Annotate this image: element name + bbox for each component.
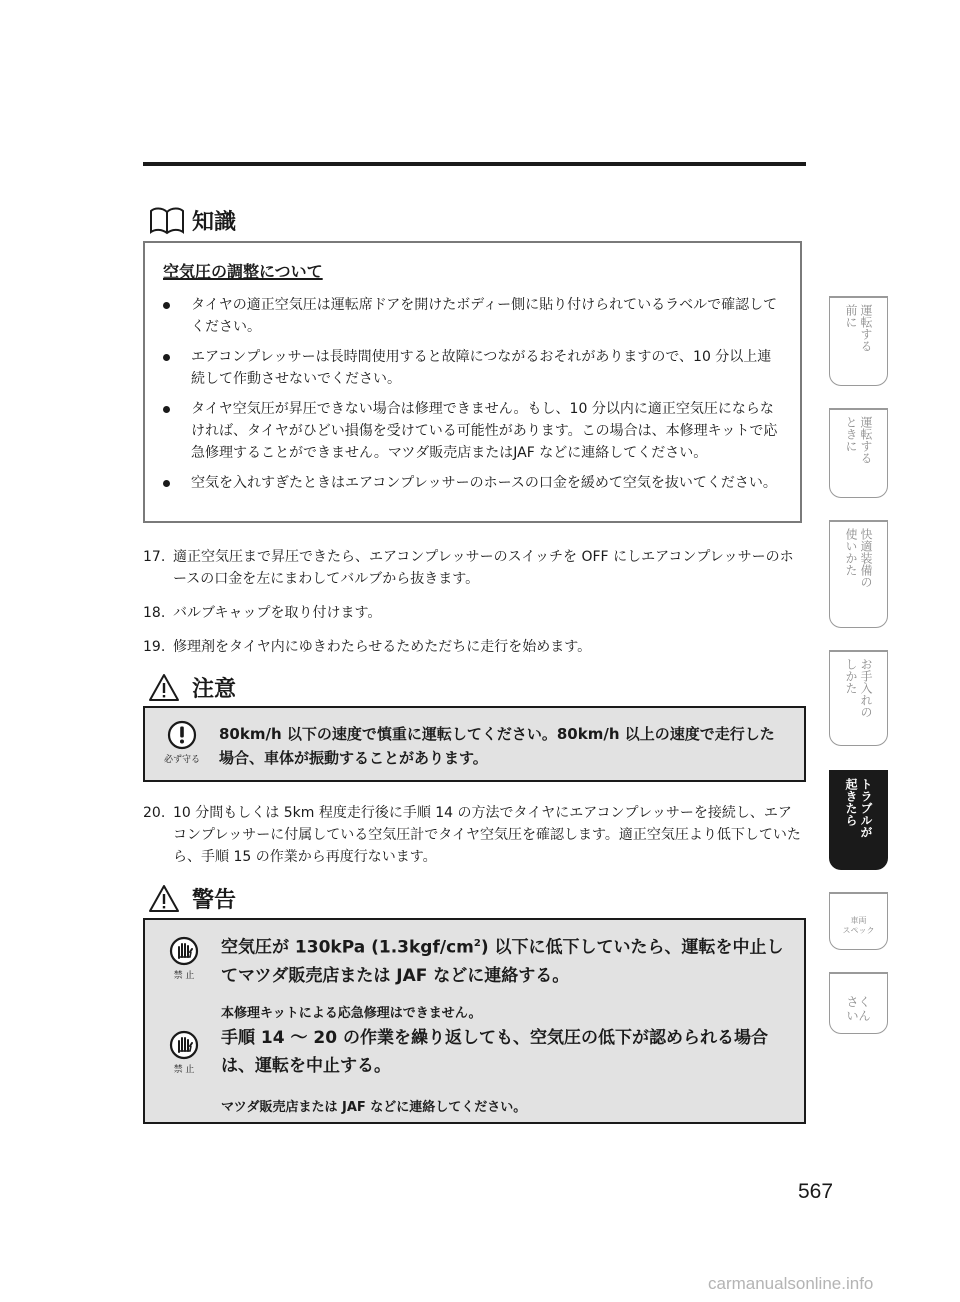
knowledge-bullet: タイヤの適正空気圧は運転席ドアを開けたボディー側に貼り付けられているラベルで確認してください。 [163, 294, 782, 338]
tab-maintenance[interactable]: お手入れの しかた [829, 650, 888, 746]
warning-triangle-icon [148, 884, 186, 914]
tab-before-driving[interactable]: 運転する 前に [829, 296, 888, 386]
caution-box [143, 706, 806, 782]
bullet-dot [163, 354, 170, 361]
page-number: 567 [798, 1180, 834, 1203]
bullet-dot [163, 406, 170, 413]
caution-heading [148, 672, 236, 703]
knowledge-bullet: エアコンプレッサーは長時間使用すると故障につながるおそれがありますので、10 分以上連続して作動させないでください。 [163, 346, 782, 390]
step-item [143, 636, 803, 658]
tab-index[interactable]: さく いん [829, 972, 888, 1034]
tab-trouble[interactable]: トラブルが 起きたら [829, 770, 888, 870]
step-text: 適正空気圧まで昇圧できたら、エアコンプレッサーのスイッチを OFF にしエアコンプレッサーのホースの口金を左にまわしてバルブから抜きます。 [173, 549, 794, 587]
knowledge-bullet: タイヤ空気圧が昇圧できない場合は修理できません。もし、10 分以内に適正空気圧にならなければ、タイヤがひどい損傷を受けている可能性があります。この場合は、本修理キットで応急修理することができません。マツダ販売店またはJAF などに連絡してください。 [163, 398, 782, 464]
knowledge-title: 空気圧の調整について [163, 262, 323, 281]
warning-sub-text: 本修理キットによる応急修理はできません。 [221, 1006, 482, 1021]
tab-comfort-equipment[interactable]: 快適装備の 使いかた [829, 520, 888, 628]
prohibited-label: 禁 止 [173, 971, 195, 981]
bullet-dot [163, 302, 170, 309]
warning-heading [148, 883, 236, 914]
knowledge-box [143, 241, 802, 523]
step-number: 17. [143, 549, 166, 565]
knowledge-bullet: 空気を入れすぎたときはエアコンプレッサーのホースの口金を緩めて空気を抜いてください。 [163, 472, 782, 494]
step-text: 10 分間もしくは 5km 程度走行後に手順 14 の方法でタイヤにエアコンプレッサーを接続し、エアコンプレッサーに付属している空気圧計でタイヤ空気圧を確認します。適正空気圧より低下していたら、手順 15 の作業から再度行ないます。 [173, 805, 801, 865]
tab-vehicle-spec[interactable]: 車両 スペック [829, 892, 888, 950]
step-item [143, 602, 803, 624]
step-item [143, 802, 803, 868]
book-icon [148, 206, 186, 236]
prohibited-hand-icon [163, 1030, 205, 1075]
warning-triangle-icon [148, 673, 186, 703]
knowledge-heading-text: 知識 [192, 210, 237, 235]
step-number: 18. [143, 605, 166, 621]
warning-sub-text: マツダ販売店または JAF などに連絡してください。 [221, 1100, 527, 1115]
step-text: バルブキャップを取り付けます。 [173, 605, 382, 621]
prohibited-hand-icon [163, 936, 205, 981]
caution-heading-text: 注意 [192, 677, 237, 702]
must-follow-label: 必ず守る [163, 755, 200, 765]
warning-main-text: 手順 14 〜 20 の作業を繰り返しても、空気圧の低下が認められる場合は、運転を中止する。 [221, 1028, 768, 1076]
steps-list [143, 802, 803, 880]
steps-list [143, 546, 803, 670]
prohibited-label: 禁 止 [173, 1065, 195, 1075]
superscript: 2 [473, 938, 481, 949]
watermark: carmanualsonline.info [708, 1274, 874, 1293]
warning-main-text: 空気圧が 130kPa $(1.3kgf/cm^2)$ 以下に低下していたら、運転を中止してマツダ販売店または JAF などに連絡する。 [221, 937, 784, 986]
tab-while-driving[interactable]: 運転する ときに [829, 408, 888, 498]
warning-heading-text: 警告 [192, 888, 237, 913]
knowledge-heading [148, 205, 236, 236]
top-rule [143, 162, 806, 166]
must-follow-icon [161, 720, 203, 765]
bullet-dot [163, 480, 170, 487]
warning-box [143, 918, 806, 1124]
step-item [143, 546, 803, 590]
step-text: 修理剤をタイヤ内にゆきわたらせるためただちに走行を始めます。 [173, 639, 592, 655]
step-number: 20. [143, 805, 166, 821]
step-number: 19. [143, 639, 166, 655]
caution-text: 80km/h 以下の速度で慎重に運転してください。80km/h 以上の速度で走行した場合、車体が振動することがあります。 [219, 725, 775, 767]
